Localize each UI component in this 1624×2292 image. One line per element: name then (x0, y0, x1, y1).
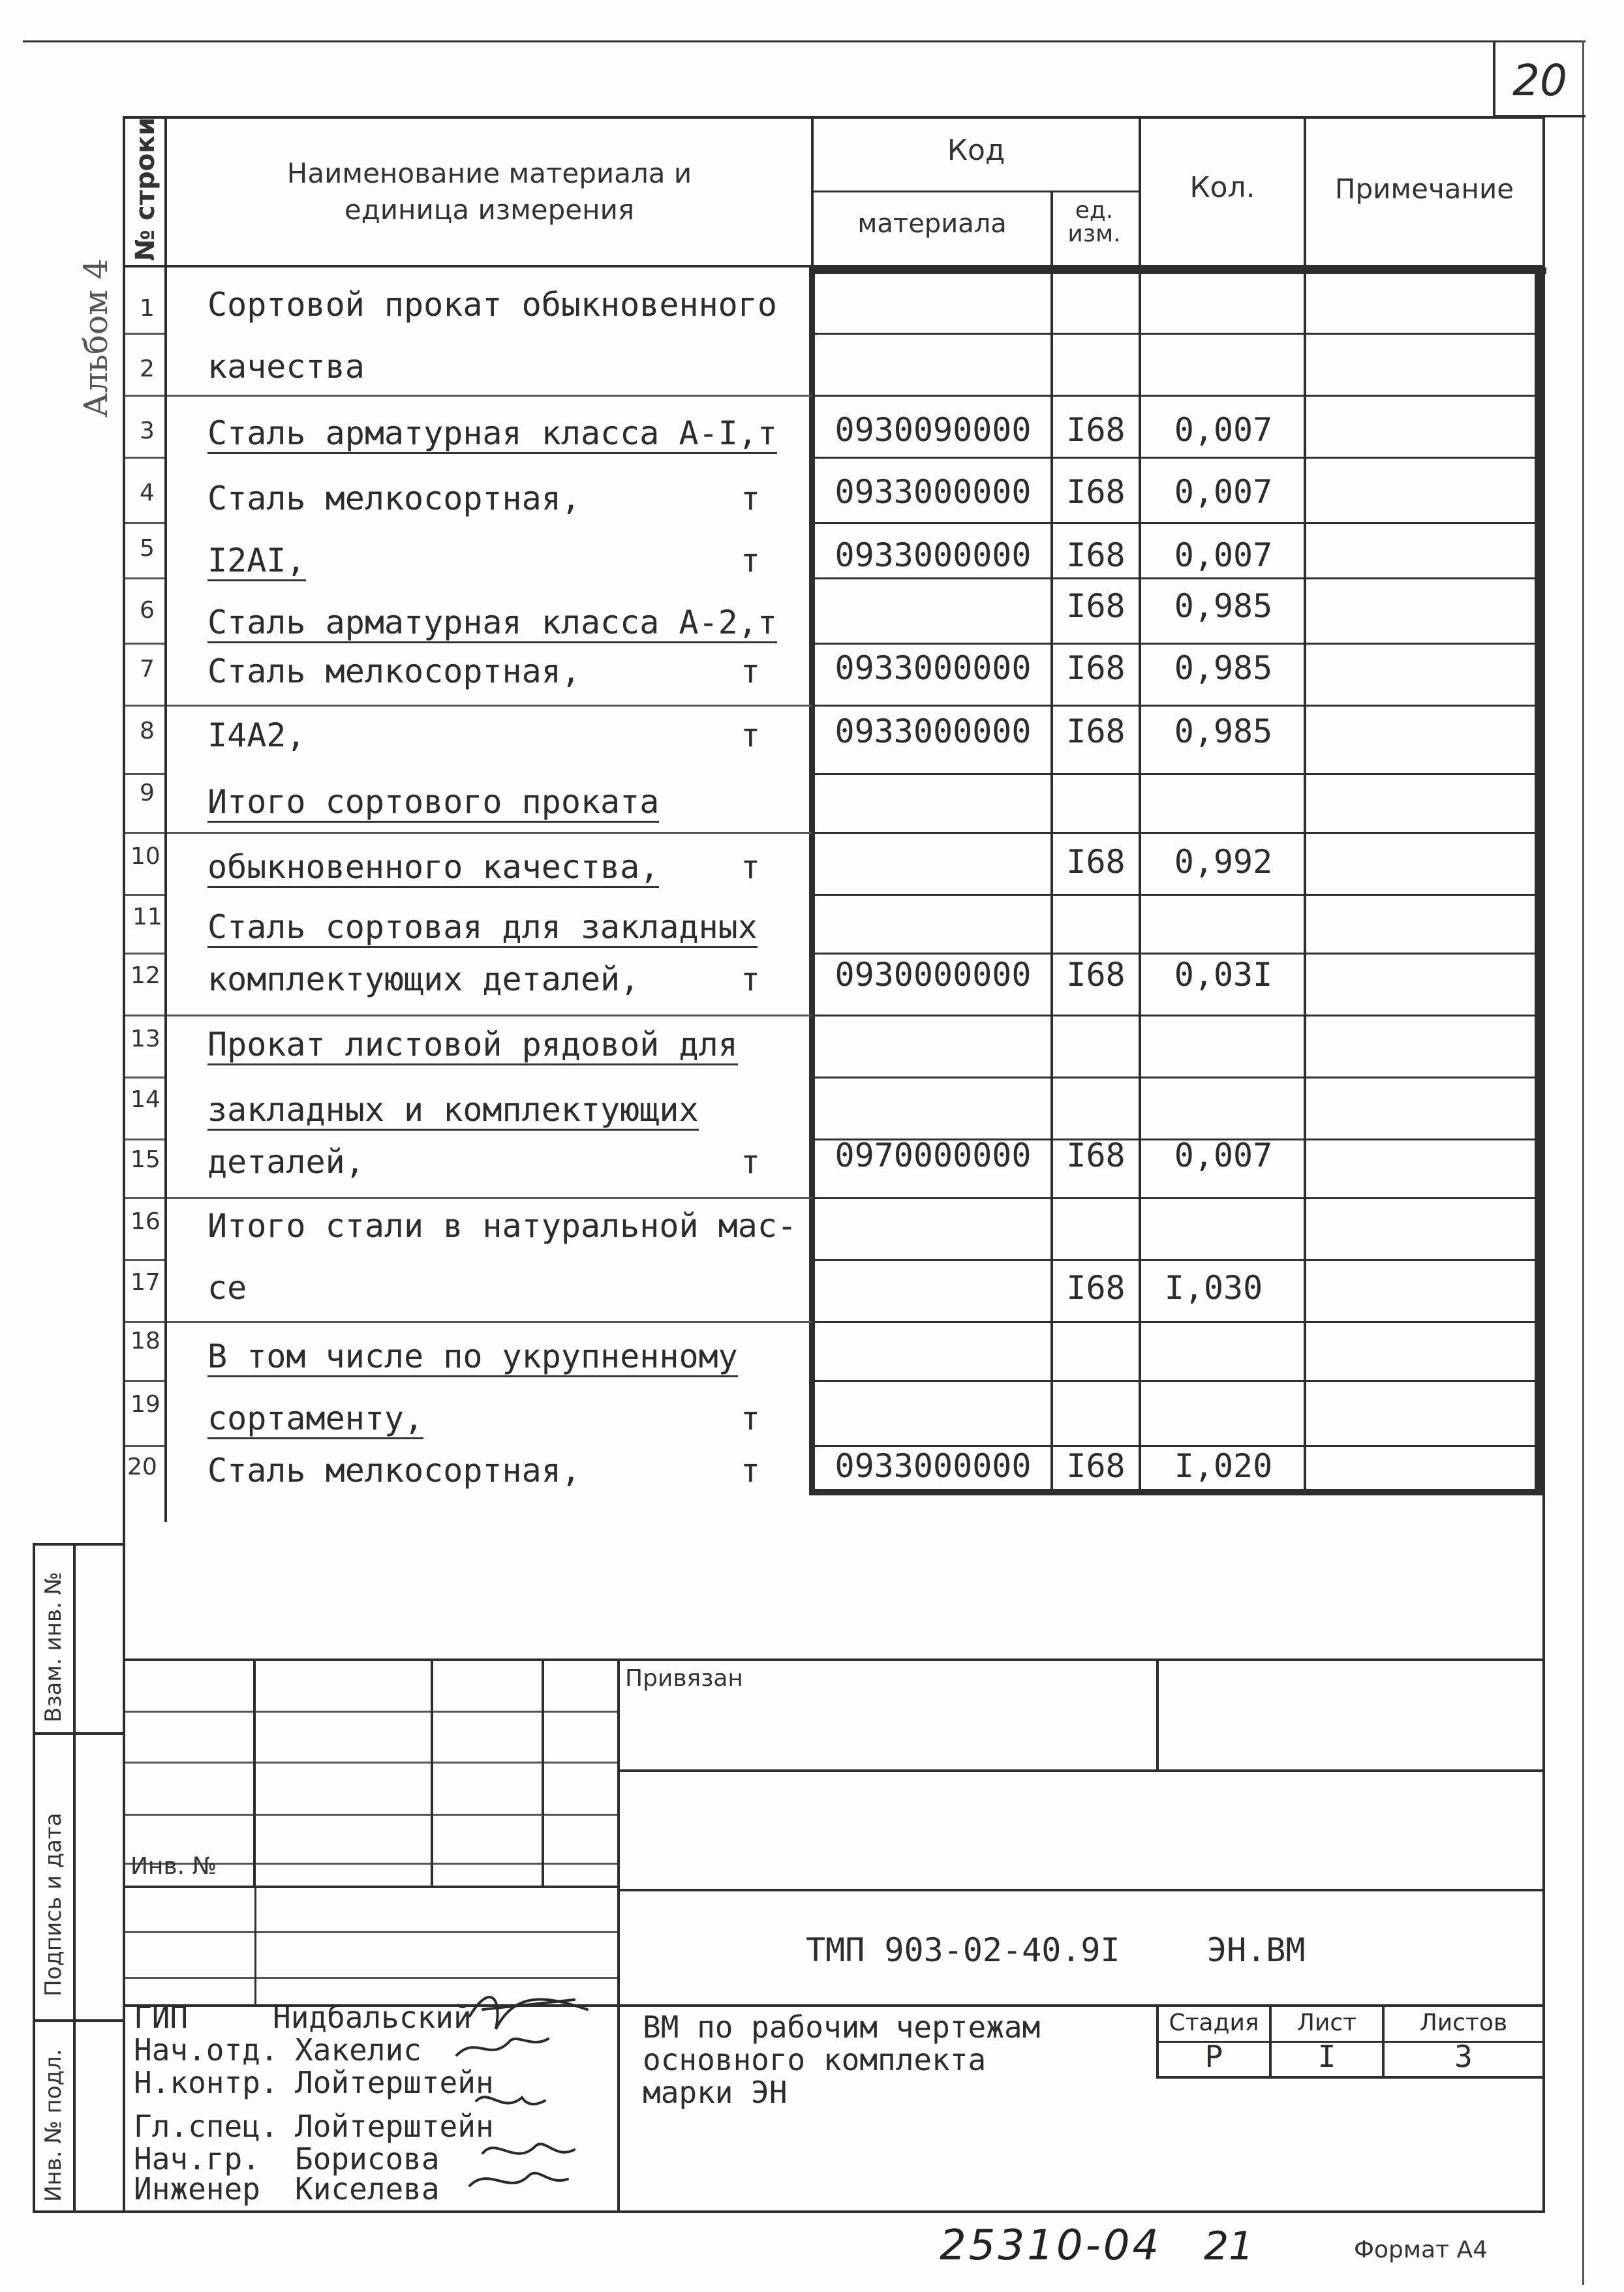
material-name: се (207, 1269, 247, 1307)
unit-code: I68 (1066, 1447, 1126, 1485)
signatory-role: Нач.гр. (134, 2141, 260, 2177)
material-name: Сортовой прокат обыкновенного (207, 286, 777, 324)
material-name: Итого сортового проката (207, 783, 659, 823)
row-number: 18 (130, 1328, 161, 1354)
material-name: Сталь арматурная класса А-I,т (207, 414, 777, 454)
quantity: 0,985 (1174, 587, 1273, 625)
unit-code: I68 (1066, 1137, 1126, 1174)
signatory-name: Хакелис (295, 2032, 421, 2068)
material-code: 0933000000 (835, 536, 1032, 574)
material-code: 0933000000 (835, 712, 1032, 750)
material-name: качества (207, 348, 365, 386)
unit-code: I68 (1066, 473, 1126, 511)
document-code: ТМП 903-02-40.9I (806, 1931, 1120, 1969)
unit-code: I68 (1066, 536, 1126, 574)
signatory-role: ГИП (134, 2000, 189, 2035)
quantity: 0,992 (1174, 843, 1273, 881)
sheets-label: Листов (1419, 2009, 1508, 2036)
material-name: закладных и комплектующих (207, 1091, 699, 1131)
row-number: 4 (140, 480, 155, 506)
stage-value: Р (1204, 2039, 1223, 2074)
material-name: В том числе по укрупненному (207, 1337, 738, 1377)
row-number: 13 (130, 1026, 161, 1052)
material-name: сортаменту, (207, 1399, 423, 1439)
row-number: 10 (130, 843, 161, 870)
material-name: Сталь мелкосортная, (207, 1452, 581, 1490)
privyazan-label: Привязан (625, 1665, 743, 1692)
quantity: 0,007 (1174, 1137, 1273, 1174)
material-name: I4A2, (207, 716, 306, 754)
material-name: Сталь мелкосортная, (207, 652, 581, 690)
unit-code: I68 (1066, 649, 1126, 687)
signatory-role: Инженер (134, 2171, 260, 2207)
header-name: Наименование материала и единица измерения (286, 157, 692, 226)
header-code: Код (947, 134, 1005, 167)
sheet-number: 20 (1512, 55, 1567, 106)
signatory-name: Борисова (295, 2141, 440, 2177)
header-row-no: № строки (130, 117, 161, 261)
inv-no-label: Инв. № (130, 1853, 217, 1880)
material-unit: т (741, 1399, 761, 1437)
material-unit: т (741, 1143, 761, 1181)
row-number: 11 (132, 904, 162, 930)
unit-code: I68 (1066, 843, 1126, 881)
document-mark: ЭН.ВМ (1207, 1931, 1306, 1969)
row-number: 2 (140, 356, 155, 382)
material-code: 0930090000 (835, 411, 1032, 449)
sheets-value: 3 (1454, 2039, 1473, 2074)
material-name: обыкновенного качества, (207, 848, 659, 888)
stamp-vzam-inv: Взам. инв. № (40, 1572, 67, 1722)
row-number: 3 (140, 418, 155, 444)
material-name: комплектующих деталей, (207, 960, 640, 998)
top-frame-line (23, 40, 1586, 42)
row-number: 17 (130, 1269, 161, 1296)
description-line-3: марки ЭН (643, 2075, 788, 2110)
material-name: I2AI, (207, 542, 306, 581)
quantity: I,020 (1174, 1447, 1273, 1485)
format-label: Формат А4 (1354, 2237, 1488, 2263)
material-unit: т (741, 652, 761, 690)
signatory-role: Н.контр. (134, 2065, 279, 2100)
sheet-label: Лист (1296, 2009, 1357, 2036)
row-number: 15 (130, 1146, 161, 1173)
material-unit: т (741, 960, 761, 998)
material-unit: т (741, 848, 761, 886)
material-name: Сталь сортовая для закладных (207, 908, 758, 948)
material-unit: т (741, 1452, 761, 1490)
material-name: Итого стали в натуральной мас- (207, 1207, 797, 1245)
header-code-unit: ед. изм. (1067, 197, 1121, 247)
archive-number: 25310-04 (940, 2222, 1162, 2270)
description-line-2: основного комплекта (643, 2042, 987, 2077)
archive-page: 21 (1204, 2223, 1254, 2269)
material-code: 0970000000 (835, 1137, 1032, 1174)
sheet-value: I (1317, 2039, 1336, 2074)
signatory-role: Гл.спец. (134, 2109, 279, 2144)
unit-code: I68 (1066, 1269, 1126, 1307)
description-line-1: ВМ по рабочим чертежам (643, 2009, 1041, 2045)
signatory-name: Нидбальский (273, 2000, 472, 2035)
unit-code: I68 (1066, 411, 1126, 449)
unit-code: I68 (1066, 712, 1126, 750)
unit-code: I68 (1066, 587, 1126, 625)
signatory-name: Лойтерштейн (295, 2065, 494, 2100)
row-number: 14 (130, 1086, 161, 1113)
quantity: 0,007 (1174, 473, 1273, 511)
signatory-name: Лойтерштейн (295, 2109, 494, 2144)
right-frame-line (1582, 40, 1584, 2285)
material-unit: т (741, 716, 761, 754)
signatory-name: Киселева (295, 2171, 440, 2207)
handwritten-signatures (418, 1970, 639, 2199)
row-number: 16 (130, 1208, 161, 1235)
quantity: 0,007 (1174, 411, 1273, 449)
material-name: Прокат листовой рядовой для (207, 1026, 738, 1065)
material-code: 0933000000 (835, 473, 1032, 511)
quantity: 0,985 (1174, 649, 1273, 687)
row-number: 1 (140, 295, 155, 322)
material-code: 0930000000 (835, 956, 1032, 994)
album-label: Альбом 4 (77, 258, 115, 418)
quantity: 0,03I (1174, 956, 1273, 994)
quantity: 0,985 (1174, 712, 1273, 750)
row-number: 9 (140, 780, 155, 806)
material-name: деталей, (207, 1143, 365, 1181)
quantity: 0,007 (1174, 536, 1273, 574)
stamp-inv-podl: Инв. № подл. (40, 2049, 67, 2202)
material-name: Сталь мелкосортная, (207, 480, 581, 517)
unit-code: I68 (1066, 956, 1126, 994)
row-number: 7 (140, 656, 155, 682)
material-code: 0933000000 (835, 1447, 1032, 1485)
signatory-role: Нач.отд. (134, 2032, 279, 2068)
stamp-podpis-data: Подпись и дата (40, 1812, 67, 1996)
header-qty: Кол. (1189, 171, 1255, 204)
material-name: Сталь арматурная класса А-2,т (207, 604, 777, 643)
quantity: I,030 (1164, 1269, 1263, 1307)
row-number: 19 (130, 1391, 161, 1418)
row-number: 8 (140, 718, 155, 744)
material-unit: т (741, 480, 761, 517)
material-code: 0933000000 (835, 649, 1032, 687)
row-number: 20 (127, 1454, 157, 1480)
row-number: 5 (140, 535, 155, 562)
material-unit: т (741, 542, 761, 579)
row-number: 12 (130, 962, 161, 989)
row-number: 6 (140, 597, 155, 624)
stage-label: Стадия (1169, 2009, 1259, 2036)
header-note: Примечание (1334, 173, 1514, 205)
header-code-material: материала (857, 209, 1007, 239)
sheet-number-box-left (1493, 40, 1495, 117)
